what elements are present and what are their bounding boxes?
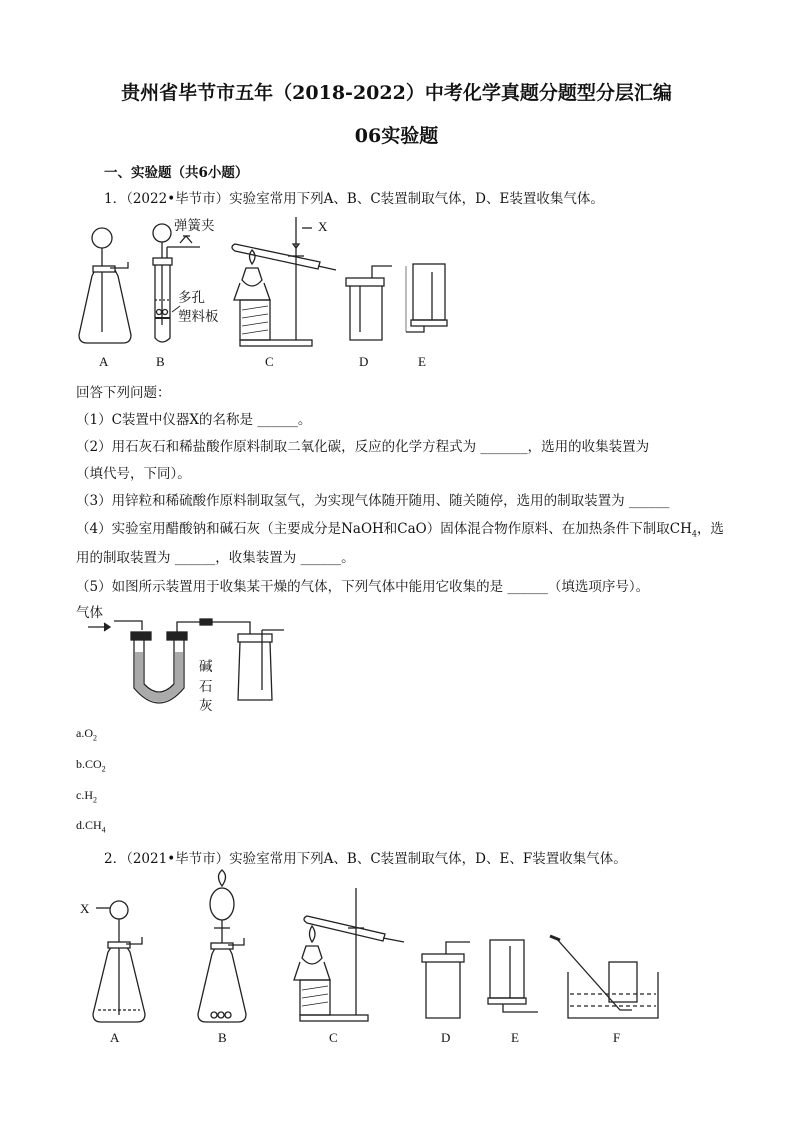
q2-label-f: F [613,1030,621,1045]
q1-apparatus-c [232,217,336,346]
q1-apparatus-e [406,264,447,332]
q1-part-5: （5）如图所示装置用于收集某干燥的气体，下列气体中能用它收集的是 ______（填选项序号）。 [76,579,650,595]
q1-label-d: D [359,354,369,369]
q2-apparatus-f [550,936,658,1018]
q1-part-4-line2: 用的制取装置为 ______，收集装置为 ______。 [76,550,355,566]
q2-apparatus-c [294,888,404,1021]
q2-label-c: C [329,1030,338,1045]
q1-part-2-line1: （2）用石灰石和稀盐酸作原料制取二氧化碳，反应的化学方程式为 _______，选用的收集装置为 [76,439,650,455]
q1-fig2-gas-label: 气体 [76,605,103,621]
document-title: 贵州省毕节市五年（2018-2022）中考化学真题分题型分层汇编 [121,82,672,104]
q2-apparatus-e [488,940,538,1012]
q1-option-b: $b.CO_2$ [76,757,106,774]
document-subtitle: 06实验题 [354,125,439,147]
q1-option-d: $d.CH_4$ [76,818,106,835]
section-heading: 一、实验题（共6小题） [104,165,249,181]
q1-part-2-line2: （填代号，下同）。 [76,466,191,482]
q1-option-c: $c.H_2$ [76,788,97,805]
q1-apparatus-d [346,266,392,340]
q2-label-d: D [441,1030,451,1045]
q2-label-x: X [80,901,90,916]
q1-option-a: $a.O_2$ [76,726,97,743]
q1-part-1: （1）C装置中仪器X的名称是 ______。 [76,412,312,428]
q2-label-a: A [110,1030,120,1045]
q2-label-e: E [511,1030,519,1045]
q1-u-tube-figure [88,619,284,703]
q2-stem: 2．（2021•毕节市）实验室常用下列A、B、C装置制取气体，D、E、F装置收集气体。 [104,851,627,867]
q2-apparatus-a [93,901,145,1022]
q1-label-porous-1: 多孔 [178,290,205,306]
q1-label-c: C [265,354,274,369]
q1-apparatus-a [79,228,131,343]
q1-part-4-line1: （4）实验室用醋酸钠和碱石灰（主要成分是NaOH和CaO）固体混合物作原料、在加热条件下制取$CH_4$，选 [76,521,724,539]
q1-stem: 1．（2022•毕节市）实验室常用下列A、B、C装置制取气体，D、E装置收集气体。 [104,191,604,207]
q1-part-3: （3）用锌粒和稀硫酸作原料制取氢气，为实现气体随开随用、随关随停，选用的制取装置为 ______ [76,493,670,509]
q1-fig2-lime-1: 碱 [199,659,213,675]
q1-answer-intro: 回答下列问题： [76,385,171,401]
q2-apparatus-b [198,870,246,1022]
q1-label-porous-2: 塑料板 [178,309,219,325]
q2-label-b: B [218,1030,227,1045]
q1-label-x: X [318,219,328,234]
q1-label-e: E [418,354,426,369]
q1-fig2-lime-3: 灰 [199,698,213,714]
q1-label-b: B [156,354,165,369]
q1-label-a: A [99,354,109,369]
q1-fig2-lime-2: 石 [199,679,213,695]
q2-apparatus-d [422,942,470,1018]
q1-label-spring-clip: 弹簧夹 [174,218,215,234]
